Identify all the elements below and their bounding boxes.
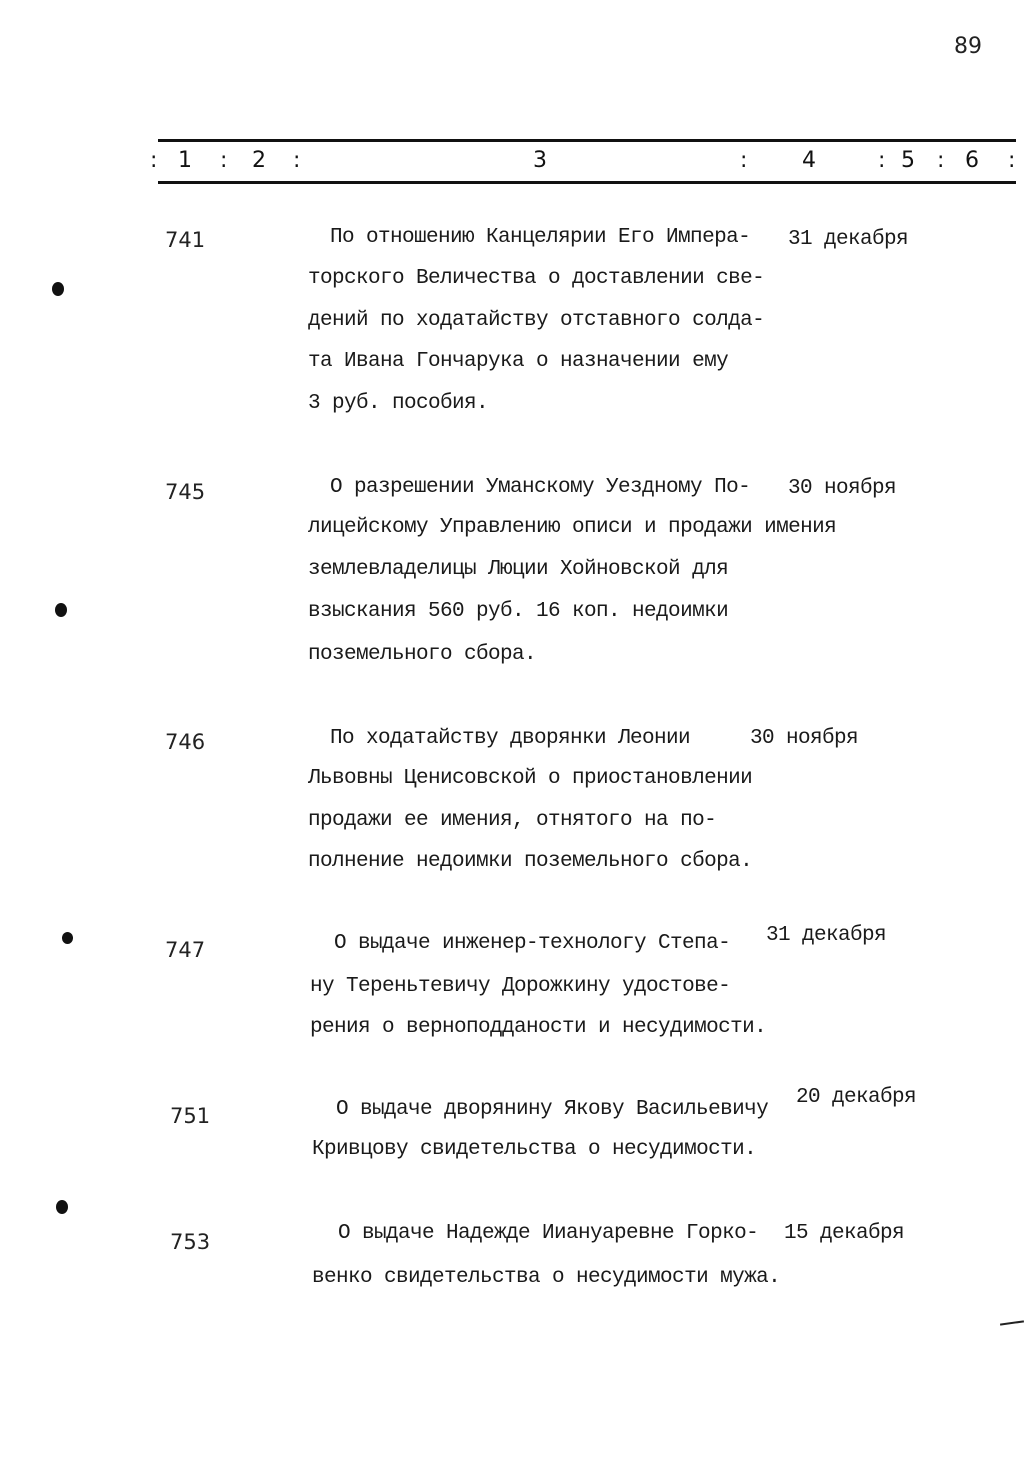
entry-text-line: торского Величества о доставлении све- xyxy=(308,267,765,290)
entry-text-line: поземельного сбора. xyxy=(308,643,537,666)
header-col-6: 6 xyxy=(965,148,979,173)
entry-text-line: рения о верноподданости и несудимости. xyxy=(310,1016,767,1039)
entry-date: 30 ноября xyxy=(788,477,897,500)
entry-text-line: Львовны Ценисовской о приостановлении xyxy=(308,767,753,790)
entry-number: 741 xyxy=(165,228,206,252)
entry-text-line: По ходатайству дворянки Леонии xyxy=(330,727,691,750)
entry-text-line: Кривцову свидетельства о несудимости. xyxy=(312,1138,757,1161)
header-bottom-rule xyxy=(158,181,1016,184)
entry-text-line: О разрешении Уманскому Уездному По- xyxy=(330,476,751,499)
header-col-2: 2 xyxy=(252,148,266,173)
page-number: 89 xyxy=(954,34,982,59)
entry-text-line: ну Тереньтевичу Дорожкину удостове- xyxy=(310,975,731,998)
entry-text-line: та Ивана Гончарука о назначении ему xyxy=(308,350,729,373)
header-separator: : xyxy=(293,148,301,173)
entry-date: 31 декабря xyxy=(766,924,887,947)
entry-date: 15 декабря xyxy=(784,1222,905,1245)
entry-text-line: лицейскому Управлению описи и продажи имения xyxy=(308,516,837,539)
header-separator: : xyxy=(220,148,228,173)
entry-text-line: взыскания 560 руб. 16 коп. недоимки xyxy=(308,600,729,623)
entry-number: 745 xyxy=(165,480,206,504)
header-col-5: 5 xyxy=(901,148,915,173)
entry-text-line: землевладелицы Люции Хойновской для xyxy=(308,558,729,581)
header-separator: : xyxy=(937,148,945,173)
entry-number: 753 xyxy=(170,1230,211,1254)
entry-text-line: дений по ходатайству отставного солда- xyxy=(308,309,765,332)
edge-mark xyxy=(1000,1320,1024,1325)
header-top-rule xyxy=(158,139,1016,142)
header-separator: : xyxy=(740,148,748,173)
entry-number: 747 xyxy=(165,938,206,962)
punch-hole-mark xyxy=(56,1200,68,1214)
entry-text-line: О выдаче инженер-технологу Степа- xyxy=(334,932,731,955)
entry-number: 746 xyxy=(165,730,206,754)
entry-text-line: 3 руб. пособия. xyxy=(308,392,489,415)
entry-date: 30 ноября xyxy=(750,727,859,750)
header-col-4: 4 xyxy=(802,148,816,173)
entry-text-line: продажи ее имения, отнятого на по- xyxy=(308,809,717,832)
entry-text-line: полнение недоимки поземельного сбора. xyxy=(308,850,753,873)
header-col-3: 3 xyxy=(533,148,547,173)
header-separator: : xyxy=(878,148,886,173)
entry-text-line: По отношению Канцелярии Его Импера- xyxy=(330,226,751,249)
entry-number: 751 xyxy=(170,1104,211,1128)
entry-date: 31 декабря xyxy=(788,228,909,251)
header-separator: : xyxy=(150,148,158,173)
entry-text-line: венко свидетельства о несудимости мужа. xyxy=(312,1266,781,1289)
header-col-1: 1 xyxy=(178,148,192,173)
entry-text-line: О выдаче Надежде Ииануаревне Горко- xyxy=(338,1222,759,1245)
punch-hole-mark xyxy=(62,932,73,944)
header-separator: : xyxy=(1008,148,1016,173)
punch-hole-mark xyxy=(55,603,67,617)
punch-hole-mark xyxy=(52,282,64,296)
entry-text-line: О выдаче дворянину Якову Васильевичу xyxy=(336,1098,769,1121)
entry-date: 20 декабря xyxy=(796,1086,917,1109)
